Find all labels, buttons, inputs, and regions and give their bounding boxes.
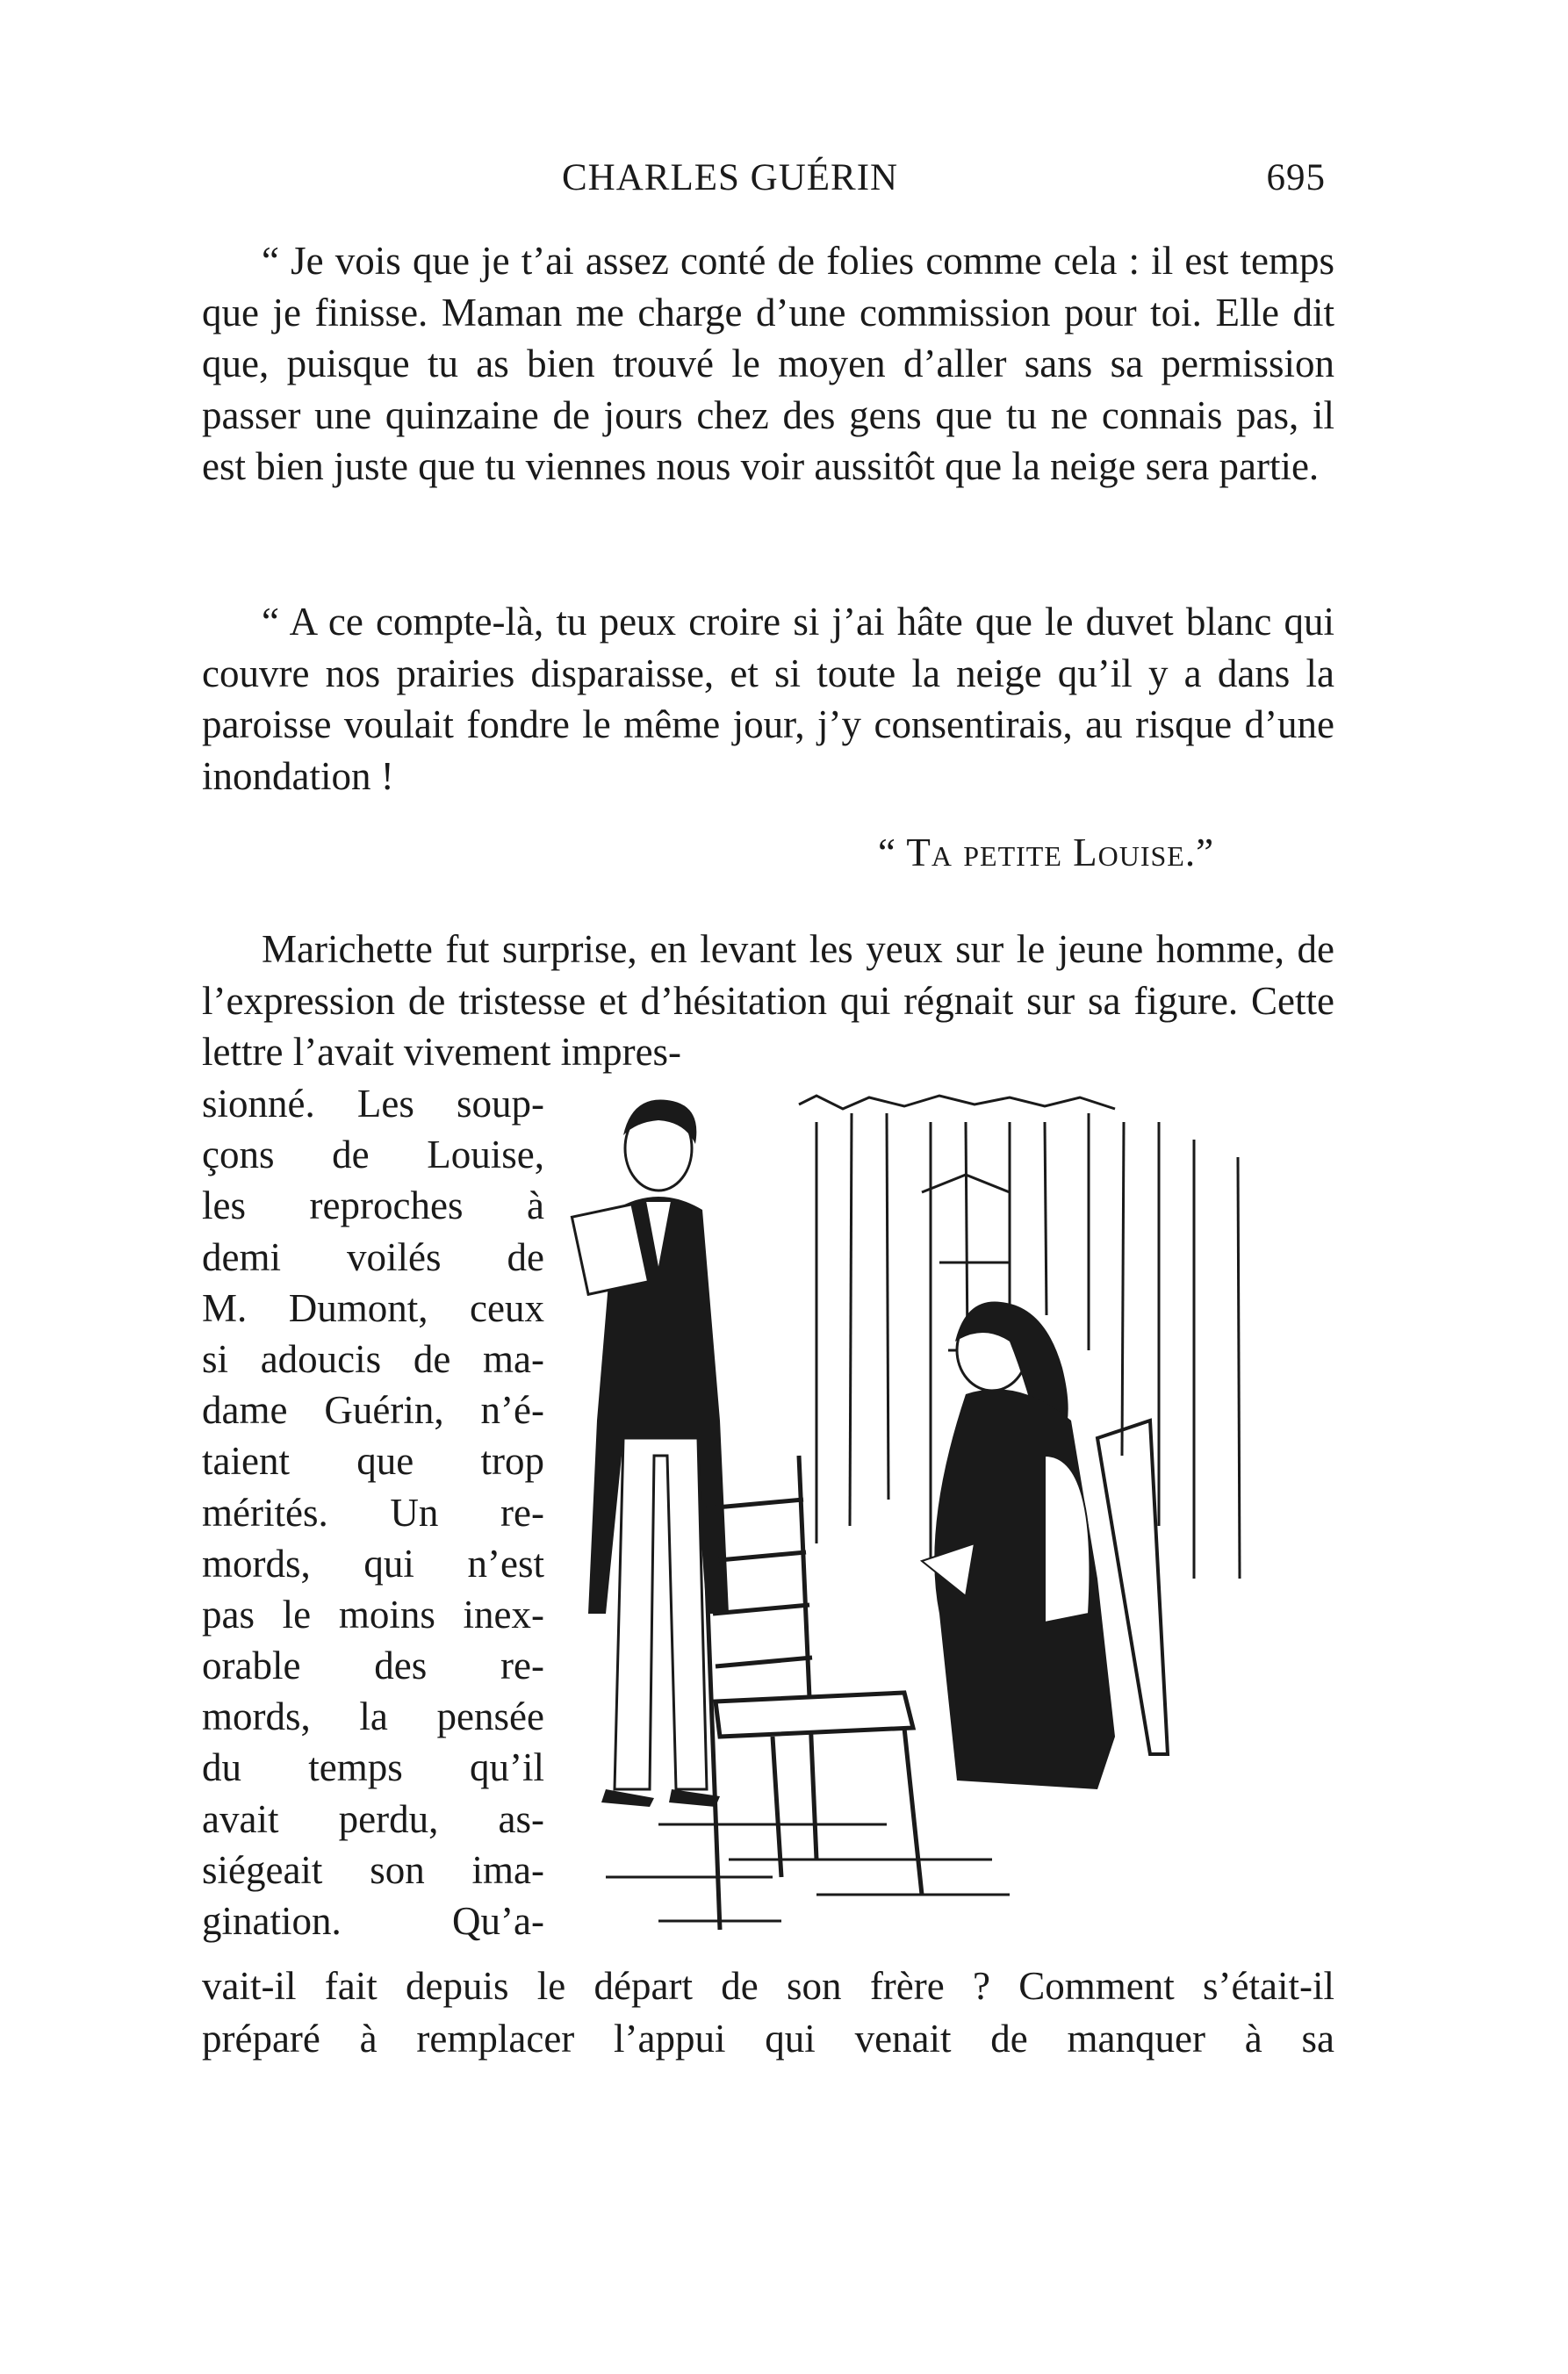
wrapped-line: demi voilés de xyxy=(202,1234,544,1279)
wrapped-line: sionné. Les soup- xyxy=(202,1082,544,1126)
closing-line: préparé à remplacer l’appui qui venait de manquer à sa xyxy=(202,2017,1334,2061)
page-number: 695 xyxy=(1266,157,1326,198)
running-title: CHARLES GUÉRIN xyxy=(562,157,899,198)
wrapped-line: pas le moins inex- xyxy=(202,1592,544,1637)
engraving-svg xyxy=(553,1087,1326,1939)
wrapped-line: dame Guérin, n’é- xyxy=(202,1388,544,1433)
young-man-figure xyxy=(572,1100,729,1808)
letter-paragraph-1: “ Je vois que je t’ai assez conté de folies comme cela : il est temps que je finisse. Maman me charge d’une commission pour toi. Elle dit que, puisque tu as bien trouvé le moyen d’aller sans sa permission passer une quinzaine de jours chez des gens que tu ne connais pas, il est bien juste que tu viennes nous voir aussitôt que la neige sera partie. xyxy=(202,239,1334,488)
letter-signature xyxy=(878,830,1214,875)
wrapped-text-column xyxy=(202,1078,544,1946)
wrapped-line: gination. Qu’a- xyxy=(202,1899,544,1943)
letter-paragraph-2: “ A ce compte-là, tu peux croire si j’ai hâte que le duvet blanc qui couvre nos prairies disparaisse, et si toute la neige qu’il y a dans la paroisse voulait fondre le même jour, j’y consentirais, au risque d’une inondation ! xyxy=(202,600,1334,798)
closing-line: vait-il fait depuis le départ de son frère ? Comment s’était-il xyxy=(202,1964,1334,2008)
wrapped-line: M. Dumont, ceux xyxy=(202,1285,544,1330)
wrapped-line: avait perdu, as- xyxy=(202,1796,544,1841)
signature-text: “ Ta petite Louise.” xyxy=(878,831,1215,874)
wrapped-line: taient que trop xyxy=(202,1439,544,1484)
narrative-opening: Marichette fut surprise, en levant les yeux sur le jeune homme, de l’expression de tristesse et d’hésitation qui régnait sur sa figure. Cette lettre l’avait vivement impres- xyxy=(202,927,1334,1074)
seated-woman-figure xyxy=(922,1302,1168,1789)
page-header xyxy=(202,156,1326,209)
wrapped-line: çons de Louise, xyxy=(202,1133,544,1177)
wrapped-line: du temps qu’il xyxy=(202,1745,544,1790)
wrapped-line: les reproches à xyxy=(202,1183,544,1228)
wrapped-line: mérités. Un re- xyxy=(202,1490,544,1535)
wrapped-line: mords, la pensée xyxy=(202,1694,544,1739)
narrative-closing xyxy=(202,1960,1334,2065)
wrapped-line: siégeait son ima- xyxy=(202,1847,544,1892)
illustration-engraving xyxy=(553,1087,1326,1939)
wrapped-line: mords, qui n’est xyxy=(202,1541,544,1586)
wrapped-line: orable des re- xyxy=(202,1644,544,1688)
wrapped-line: si adoucis de ma- xyxy=(202,1336,544,1381)
